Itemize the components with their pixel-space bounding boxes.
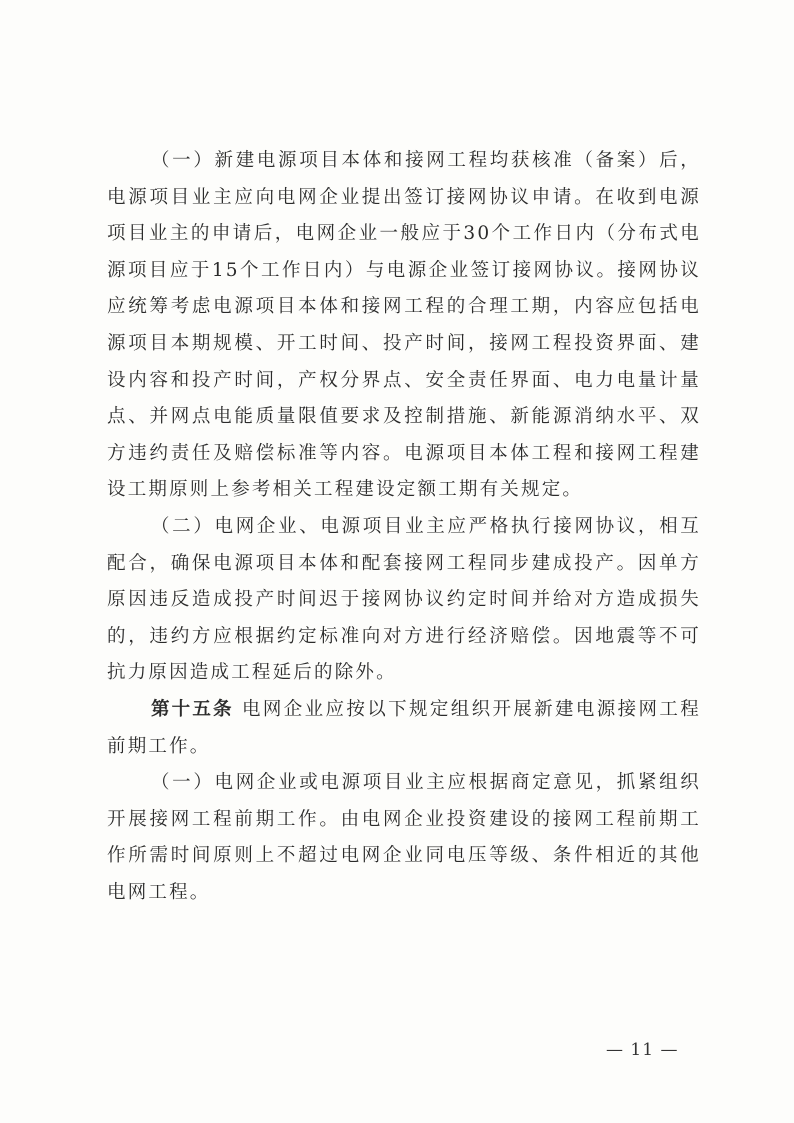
document-body xyxy=(107,143,701,911)
article-number: 第十五条 xyxy=(151,698,234,720)
paragraph-connection-agreement xyxy=(107,143,701,509)
paragraph-preliminary-work xyxy=(107,765,701,911)
paragraph-text: （一）新建电源项目本体和接网工程均获核准（备案）后，电源项目业主应向电网企业提出签订接网协议申请。在收到电源项目业主的申请后，电网企业一般应于30个工作日内（分布式电源项目应于15个工作日内）与电源企业签订接网协议。接网协议应统筹考虑电源项目本体和接网工程的合理工期，内容应包括电源项目本期规模、开工时间、投产时间，接网工程投资界面、建设内容和投产时间，产权分界点、安全责任界面、电力电量计量点、并网点电能质量限值要求及控制措施、新能源消纳水平、双方违约责任及赔偿标准等内容。电源项目本体工程和接网工程建设工期原则上参考相关工程建设定额工期有关规定。 xyxy=(107,150,701,501)
paragraph-text: （一）电网企业或电源项目业主应根据商定意见，抓紧组织开展接网工程前期工作。由电网企业投资建设的接网工程前期工作所需时间原则上不超过电网企业同电压等级、条件相近的其他电网工程。 xyxy=(107,772,701,903)
page-number: — 11 — xyxy=(606,1040,679,1060)
paragraph-article-15 xyxy=(107,692,701,765)
paragraph-text: （二）电网企业、电源项目业主应严格执行接网协议，相互配合，确保电源项目本体和配套接网工程同步建成投产。因单方原因违反造成投产时间迟于接网协议约定时间并给对方造成损失的，违约方应根据约定标准向对方进行经济赔偿。因地震等不可抗力原因造成工程延后的除外。 xyxy=(107,515,701,684)
paragraph-agreement-execution xyxy=(107,509,701,692)
paragraph-text: 电网企业应按以下规定组织开展新建电源接网工程前期工作。 xyxy=(107,698,701,757)
